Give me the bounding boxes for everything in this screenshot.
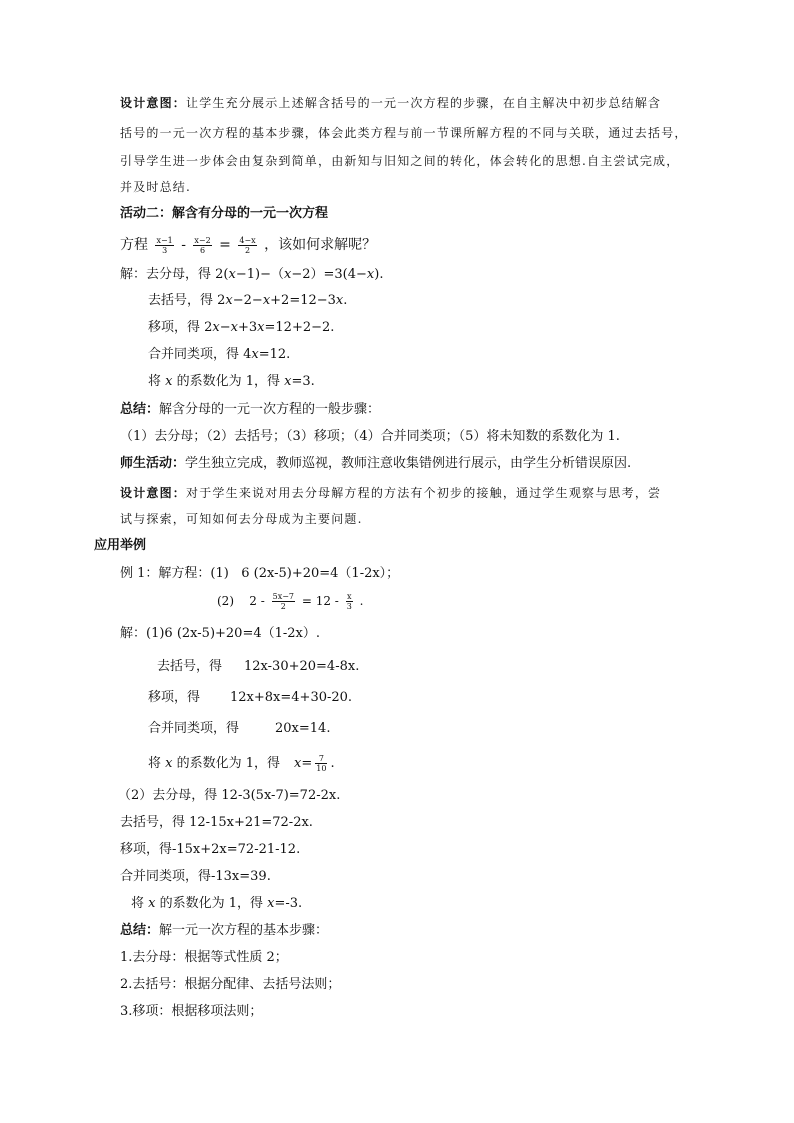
- design-intent-1-line-4: 并及时总结.: [120, 180, 192, 194]
- solution-2-step-4: 将 x 的系数化为 1，得 x=-3.: [131, 896, 303, 911]
- design-intent-1-line-2: 括号的一元一次方程的基本步骤，体会此类方程与前一节课所解方程的不同与关联，通过去括号，: [120, 126, 688, 140]
- solution-1-step-4: 将 x 的系数化为 1，得 x= $\frac{7}{10}$ .: [148, 754, 335, 773]
- example-1-part-1: 例 1：解方程：(1) 6 (2x-5)+20=4（1-2x）；: [120, 566, 400, 581]
- example-1-part-2: (2) 2 - $\frac{5x-7}{2}$ = 12 - $\frac{x}{3}$ .: [217, 592, 364, 611]
- summary-1: 总结：解含分母的一元一次方程的一般步骤：: [120, 402, 381, 417]
- fraction: $\frac{x-1}{3}$: [156, 235, 173, 255]
- solution-2-step-0: （2）去分母，得 12-3(5x-7)=72-2x.: [118, 788, 341, 803]
- activity-2-step-4: 合并同类项，得 4x=12.: [148, 347, 291, 362]
- solution-2-step-2: 移项，得-15x+2x=72-21-12.: [120, 842, 301, 857]
- fraction: $\frac{x}{3}$: [346, 592, 352, 611]
- fraction: $\frac{4-x}{2}$: [239, 235, 256, 255]
- fraction: $\frac{7}{10}$: [316, 754, 327, 773]
- summary-2-item-3: 3.移项：根据移项法则；: [120, 1004, 263, 1019]
- summary-2: 总结：解一元一次方程的基本步骤：: [120, 923, 329, 938]
- activity-2-question: 方程 $\frac{x-1}{3}$ - $\frac{x-2}{6}$ = $\frac{4-x}{2}$ ，该如何求解呢？: [120, 235, 377, 255]
- summary-2-item-1: 1.去分母：根据等式性质 2；: [120, 950, 288, 965]
- teacher-student-activity: 师生活动：学生独立完成，教师巡视，教师注意收集错例进行展示，由学生分析错误原因.: [120, 456, 632, 471]
- design-intent-label: 设计意图：: [120, 96, 187, 110]
- design-intent-1-line-1: 设计意图：让学生充分展示上述解含括号的一元一次方程的步骤，在自主解决中初步总结解含: [120, 96, 662, 110]
- solution-2-step-3: 合并同类项，得-13x=39.: [120, 869, 271, 884]
- solution-1-step-1: 去括号，得 12x-30+20=4-8x.: [157, 659, 360, 674]
- activity-2-step-3: 移项，得 2x−x+3x=12+2−2.: [148, 320, 335, 335]
- activity-2-step-1: 解：去分母，得 2(x−1)−（x−2）=3(4−x).: [120, 267, 384, 282]
- solution-2-step-1: 去括号，得 12-15x+21=72-2x.: [120, 815, 313, 830]
- activity-2-step-2: 去括号，得 2x−2−x+2=12−3x.: [148, 293, 348, 308]
- application-title: 应用举例: [94, 538, 147, 553]
- fraction: $\frac{5x-7}{2}$: [272, 592, 295, 611]
- design-intent-2-line-1: 设计意图：对于学生来说对用去分母解方程的方法有个初步的接触，通过学生观察与思考，尝: [120, 486, 662, 500]
- design-intent-label: 设计意图：: [120, 486, 187, 500]
- activity-2-step-5: 将 x 的系数化为 1，得 x=3.: [148, 374, 315, 389]
- activity-2-title: 活动二：解含有分母的一元一次方程: [120, 206, 329, 221]
- solution-1-step-2: 移项，得 12x+8x=4+30-20.: [148, 690, 353, 705]
- solution-1-step-3: 合并同类项，得 20x=14.: [148, 721, 331, 736]
- design-intent-2-line-2: 试与探索，可知如何去分母成为主要问题.: [120, 512, 363, 526]
- design-intent-1-line-3: 引导学生进一步体会由复杂到简单，由新知与旧知之间的转化，体会转化的思想.自主尝试完成，: [120, 154, 680, 168]
- solution-1: 解：(1)6 (2x-5)+20=4（1-2x）.: [120, 626, 321, 641]
- summary-1-steps: （1）去分母；（2）去括号；（3）移项；（4）合并同类项；（5）将未知数的系数化为 1.: [120, 429, 620, 444]
- summary-2-item-2: 2.去括号：根据分配律、去括号法则；: [120, 977, 341, 992]
- fraction: $\frac{x-2}{6}$: [194, 235, 211, 255]
